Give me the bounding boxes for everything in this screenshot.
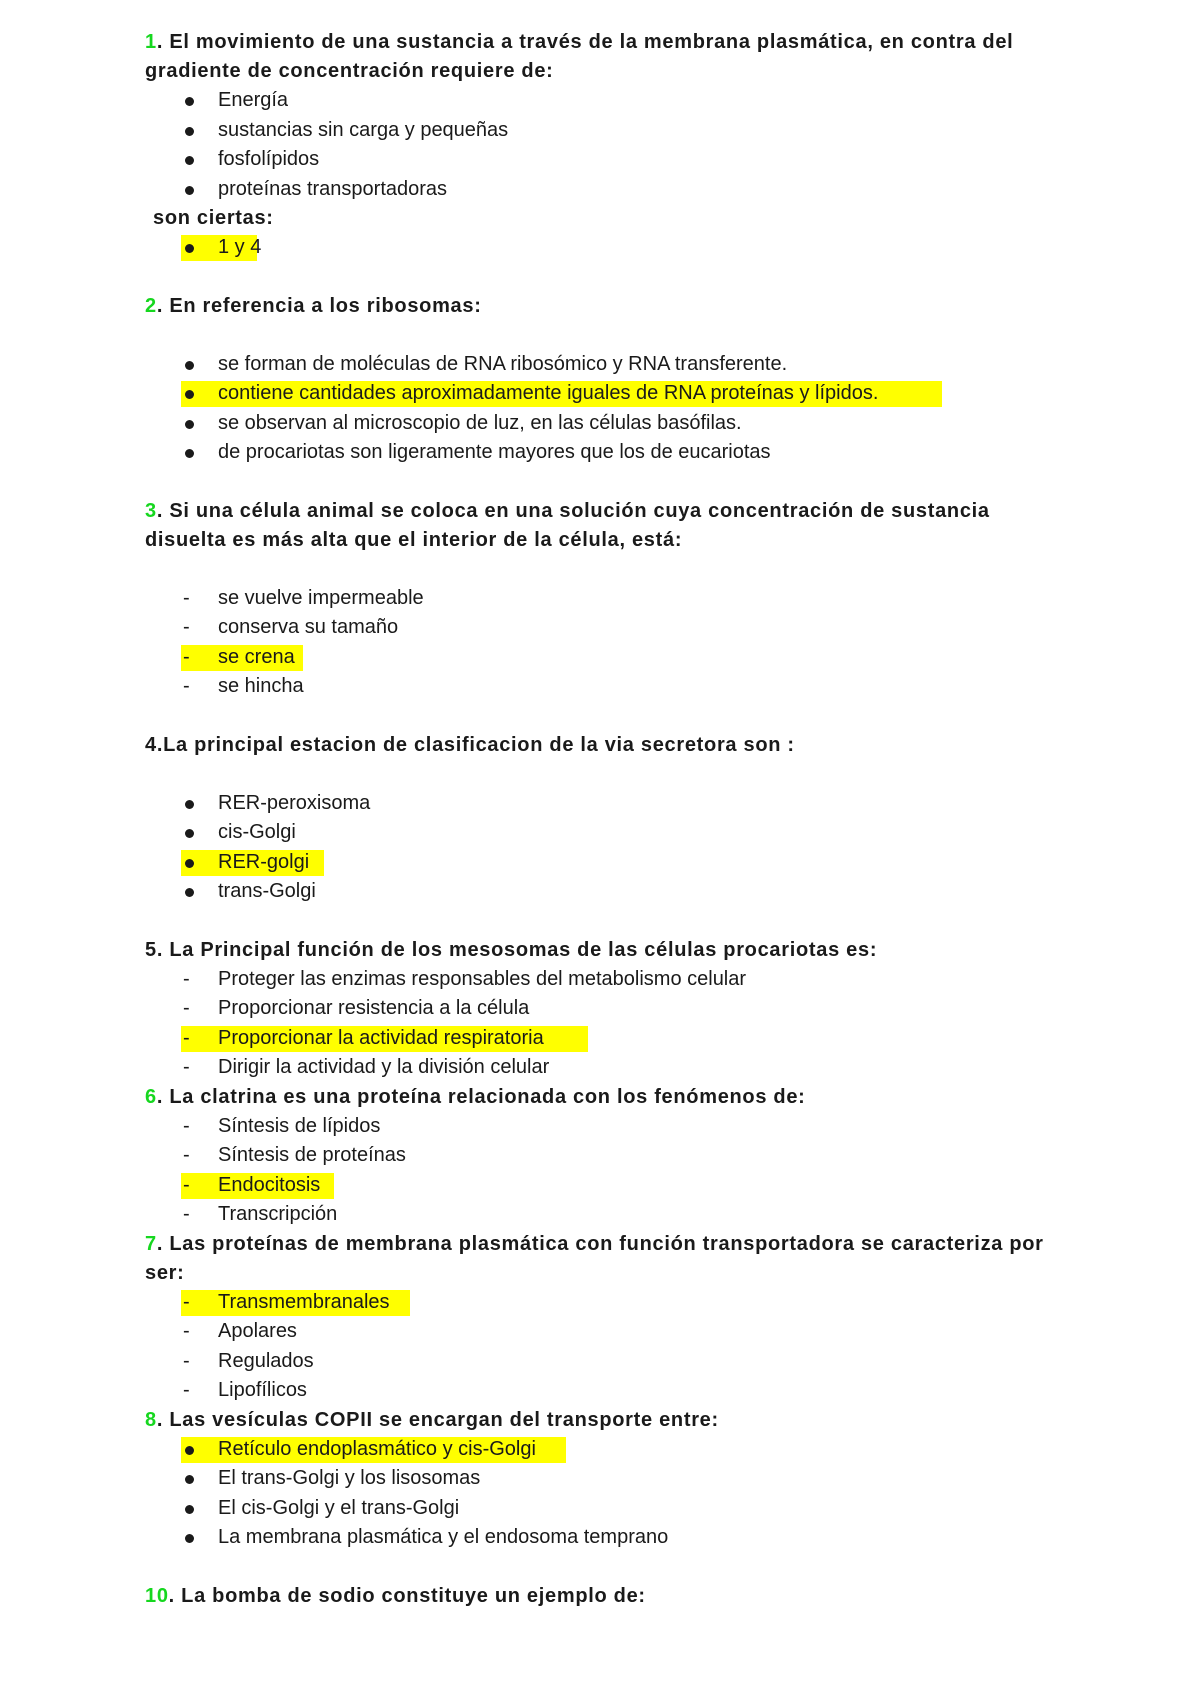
dash-marker: - bbox=[183, 967, 190, 990]
options-list bbox=[145, 350, 1075, 468]
dash-marker: - bbox=[183, 1290, 190, 1313]
bullet-icon bbox=[185, 127, 194, 136]
options-list bbox=[145, 1435, 1075, 1553]
list-item-highlighted: RER-golgi bbox=[145, 848, 1075, 878]
bullet-icon bbox=[185, 97, 194, 106]
dash-marker: - bbox=[183, 997, 190, 1019]
dash-marker: - bbox=[183, 1203, 190, 1225]
list-item-highlighted: 1 y 4 bbox=[145, 233, 1075, 263]
bullet-icon bbox=[185, 800, 194, 809]
bullet-icon bbox=[185, 1446, 194, 1455]
dash-marker: - bbox=[183, 616, 190, 638]
question-text: . Las vesículas COPII se encargan del transporte entre: bbox=[156, 1408, 719, 1431]
question-number: 7 bbox=[145, 1232, 157, 1255]
list-item-highlighted: contiene cantidades aproximadamente iguales de RNA proteínas y lípidos. bbox=[145, 379, 1075, 409]
dash-marker: - bbox=[183, 1026, 190, 1049]
question-number: 3 bbox=[145, 499, 157, 522]
list-item: trans-Golgi bbox=[145, 877, 1075, 907]
options-list bbox=[145, 233, 1075, 263]
list-item: - Proporcionar resistencia a la célula bbox=[145, 994, 1075, 1024]
dash-marker: - bbox=[183, 1320, 190, 1342]
list-item-highlighted: Retículo endoplasmático y cis-Golgi bbox=[145, 1435, 1075, 1465]
question-text: . La clatrina es una proteína relacionada con los fenómenos de: bbox=[156, 1085, 806, 1108]
list-item: fosfolípidos bbox=[145, 145, 1075, 175]
options-list bbox=[145, 1288, 1075, 1406]
question-text: . La bomba de sodio constituye un ejemplo de: bbox=[168, 1584, 646, 1607]
question-number: 6 bbox=[145, 1085, 157, 1108]
list-item: de procariotas son ligeramente mayores que los de eucariotas bbox=[145, 438, 1075, 468]
dash-marker: - bbox=[183, 645, 190, 668]
list-item: - Síntesis de proteínas bbox=[145, 1141, 1075, 1171]
list-item: El cis-Golgi y el trans-Golgi bbox=[145, 1494, 1075, 1524]
list-item: El trans-Golgi y los lisosomas bbox=[145, 1464, 1075, 1494]
bullet-icon bbox=[185, 1475, 194, 1484]
list-item: - Dirigir la actividad y la división celular bbox=[145, 1053, 1075, 1083]
list-item: Energía bbox=[145, 86, 1075, 116]
options-list bbox=[145, 965, 1075, 1083]
dash-marker: - bbox=[183, 675, 190, 697]
list-item: sustancias sin carga y pequeñas bbox=[145, 116, 1075, 146]
list-item: - se hincha bbox=[145, 672, 1075, 702]
bullet-icon bbox=[185, 390, 194, 399]
question-number: 10 bbox=[145, 1584, 169, 1607]
bullet-icon bbox=[185, 829, 194, 838]
question-number: 8 bbox=[145, 1408, 157, 1431]
list-item: se observan al microscopio de luz, en las células basófilas. bbox=[145, 409, 1075, 439]
question-text: .La principal estacion de clasificacion de la via secretora son : bbox=[156, 733, 795, 756]
question-text: . En referencia a los ribosomas: bbox=[156, 294, 482, 317]
question-text: . La Principal función de los mesosomas de las células procariotas es: bbox=[156, 938, 878, 961]
sub-heading: son ciertas: bbox=[153, 207, 274, 229]
question-7 bbox=[145, 1230, 1075, 1288]
bullet-icon bbox=[185, 186, 194, 195]
dash-marker: - bbox=[183, 1144, 190, 1166]
question-2 bbox=[145, 292, 1075, 321]
options-list bbox=[145, 1112, 1075, 1230]
bullet-icon bbox=[185, 1505, 194, 1514]
options-list bbox=[145, 584, 1075, 702]
question-number: 5 bbox=[145, 938, 157, 961]
question-text: . Las proteínas de membrana plasmática con función transportadora se caracteriza por ser: bbox=[145, 1232, 1044, 1284]
list-item: se forman de moléculas de RNA ribosómico y RNA transferente. bbox=[145, 350, 1075, 380]
question-text: . Si una célula animal se coloca en una solución cuya concentración de sustancia disuelta es más alta que el interior de la célula, está: bbox=[145, 499, 990, 551]
quiz-content bbox=[145, 28, 1075, 1611]
question-5 bbox=[145, 936, 1075, 965]
question-4 bbox=[145, 731, 1075, 760]
list-item: - Transcripción bbox=[145, 1200, 1075, 1230]
list-item: RER-peroxisoma bbox=[145, 789, 1075, 819]
list-item-highlighted: - Transmembranales bbox=[145, 1288, 1075, 1318]
question-number: 1 bbox=[145, 31, 157, 53]
question-8 bbox=[145, 1406, 1075, 1435]
bullet-icon bbox=[185, 888, 194, 897]
question-6 bbox=[145, 1083, 1075, 1112]
options-list bbox=[145, 789, 1075, 907]
dash-marker: - bbox=[183, 1173, 190, 1196]
list-item: - Apolares bbox=[145, 1317, 1075, 1347]
list-item: - conserva su tamaño bbox=[145, 613, 1075, 643]
list-item: - Síntesis de lípidos bbox=[145, 1112, 1075, 1142]
list-item: proteínas transportadoras bbox=[145, 175, 1075, 205]
list-item-highlighted: - Endocitosis bbox=[145, 1171, 1075, 1201]
list-item-highlighted: - Proporcionar la actividad respiratoria bbox=[145, 1024, 1075, 1054]
list-item: La membrana plasmática y el endosoma temprano bbox=[145, 1523, 1075, 1553]
bullet-icon bbox=[185, 449, 194, 458]
bullet-icon bbox=[185, 859, 194, 868]
bullet-icon bbox=[185, 1534, 194, 1543]
question-number: 2 bbox=[145, 294, 157, 317]
dash-marker: - bbox=[183, 1056, 190, 1078]
question-3 bbox=[145, 497, 1075, 555]
list-item: - Regulados bbox=[145, 1347, 1075, 1377]
list-item: - se vuelve impermeable bbox=[145, 584, 1075, 614]
question-1 bbox=[145, 28, 1075, 86]
list-item: - Proteger las enzimas responsables del metabolismo celular bbox=[145, 965, 1075, 995]
bullet-icon bbox=[185, 244, 194, 253]
dash-marker: - bbox=[183, 586, 190, 609]
list-item: cis-Golgi bbox=[145, 818, 1075, 848]
dash-marker: - bbox=[183, 1379, 190, 1401]
list-item: - Lipofílicos bbox=[145, 1376, 1075, 1406]
bullet-icon bbox=[185, 156, 194, 165]
question-text: . El movimiento de una sustancia a través de la membrana plasmática, en contra del gradiente de concentración requiere de: bbox=[145, 31, 1014, 82]
options-list bbox=[145, 86, 1075, 204]
dash-marker: - bbox=[183, 1114, 190, 1137]
question-10 bbox=[145, 1582, 1075, 1611]
list-item-highlighted: - se crena bbox=[145, 643, 1075, 673]
bullet-icon bbox=[185, 361, 194, 370]
dash-marker: - bbox=[183, 1349, 190, 1372]
question-number: 4 bbox=[145, 733, 157, 756]
bullet-icon bbox=[185, 420, 194, 429]
